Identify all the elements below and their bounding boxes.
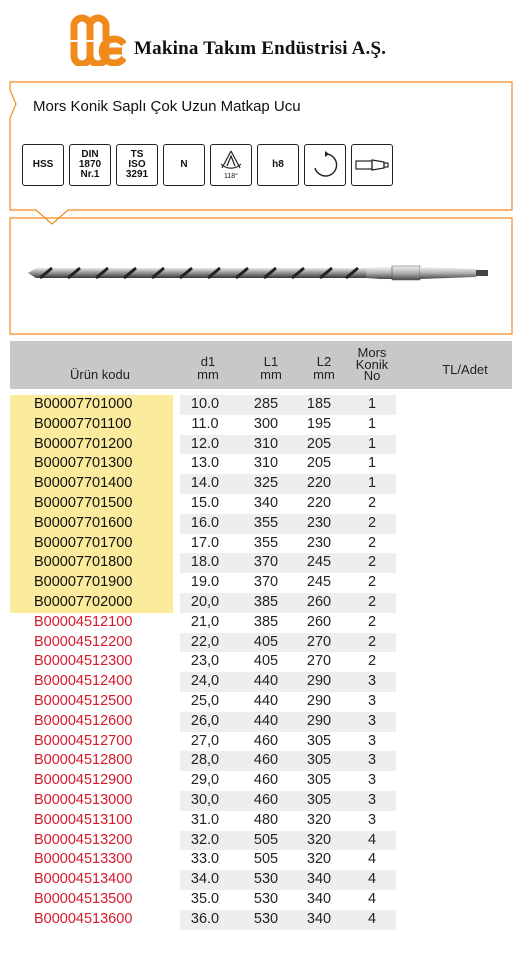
l1-value: 505 (253, 831, 279, 848)
d1-value: 14.0 (190, 475, 220, 492)
table-row (10, 613, 512, 633)
morse-no-value: 2 (367, 633, 377, 650)
table-row (10, 791, 512, 811)
l1-value: 310 (253, 455, 279, 472)
product-title: Mors Konik Saplı Çok Uzun Matkap Ucu (33, 98, 301, 115)
d1-value: 19.0 (190, 574, 220, 591)
l1-value: 285 (253, 396, 279, 412)
l2-value: 290 (306, 712, 332, 729)
l2-value: 230 (306, 514, 332, 531)
row-values (180, 811, 396, 831)
table-row (10, 652, 512, 672)
product-code: B00004512700 (34, 732, 133, 749)
l1-value: 440 (253, 692, 279, 709)
morse-no-value: 1 (367, 455, 377, 472)
l1-value: 530 (253, 871, 279, 888)
l2-value: 340 (306, 871, 332, 888)
row-values (180, 573, 396, 593)
morse-no-value: 4 (367, 851, 377, 868)
product-code: B00007701600 (10, 514, 173, 534)
l1-value: 325 (253, 475, 279, 492)
company-name: Makina Takım Endüstrisi A.Ş. (134, 38, 387, 59)
d1-value: 11.0 (191, 415, 219, 432)
header-product-code: Ürün kodu (70, 367, 130, 382)
row-values (180, 454, 396, 474)
din-standard-icon: DIN 1870 Nr.1 (69, 144, 111, 186)
l2-value: 340 (306, 890, 332, 907)
hss-icon: HSS (22, 144, 64, 186)
morse-no-value: 1 (367, 415, 377, 432)
morse-no-value: 2 (367, 593, 377, 610)
table-row (10, 474, 512, 494)
l2-value: 305 (306, 752, 332, 769)
l2-value: 230 (306, 534, 332, 551)
d1-value: 29,0 (190, 772, 220, 789)
row-values (180, 890, 396, 910)
l2-value: 260 (306, 593, 332, 610)
table-row (10, 494, 512, 514)
l2-value: 270 (306, 633, 332, 650)
d1-value: 36.0 (190, 910, 220, 927)
d1-value: 24,0 (190, 673, 220, 690)
l2-value: 245 (306, 574, 332, 591)
product-code: B00007701800 (10, 553, 173, 573)
l1-value: 405 (253, 653, 279, 670)
n-type-icon: N (163, 144, 205, 186)
row-values (180, 692, 396, 712)
d1-value: 34.0 (190, 871, 220, 888)
taper-shank-icon (351, 144, 393, 186)
l2-value: 220 (306, 475, 332, 492)
product-code: B00004513000 (34, 791, 133, 808)
l1-value: 460 (253, 772, 279, 789)
table-row (10, 514, 512, 534)
product-code: B00007701900 (10, 573, 173, 593)
morse-no-value: 3 (367, 712, 377, 729)
l1-value: 370 (253, 574, 279, 591)
row-values (180, 732, 396, 752)
row-values (180, 553, 396, 573)
product-code: B00007702000 (10, 593, 173, 613)
l1-value: 530 (253, 910, 279, 927)
row-values (180, 751, 396, 771)
product-code: B00004512300 (34, 653, 133, 670)
morse-no-value: 1 (367, 475, 377, 492)
l1-value: 370 (253, 554, 279, 571)
ts-iso-standard-icon: TS ISO 3291 (116, 144, 158, 186)
row-values (180, 831, 396, 851)
product-table-body (10, 395, 512, 930)
table-row (10, 831, 512, 851)
l2-value: 320 (306, 851, 332, 868)
l1-value: 505 (253, 851, 279, 868)
table-row (10, 435, 512, 455)
product-code: B00004512100 (34, 613, 133, 630)
product-code: B00004512900 (34, 772, 133, 789)
point-angle-icon: 118° (210, 144, 252, 186)
l2-value: 270 (306, 653, 332, 670)
table-row (10, 534, 512, 554)
row-values (180, 771, 396, 791)
product-code: B00004513300 (34, 851, 133, 868)
l1-value: 300 (253, 415, 279, 432)
row-values (180, 613, 396, 633)
l1-value: 405 (253, 633, 279, 650)
l1-value: 355 (253, 514, 279, 531)
morse-no-value: 2 (367, 574, 377, 591)
morse-no-value: 3 (367, 732, 377, 749)
header-d1: d1 mm (197, 354, 219, 382)
product-code: B00007701400 (10, 474, 173, 494)
table-row (10, 771, 512, 791)
l1-value: 440 (253, 673, 279, 690)
row-values (180, 712, 396, 732)
row-values (180, 415, 396, 435)
morse-no-value: 2 (367, 554, 377, 571)
row-values (180, 514, 396, 534)
product-code: B00004513400 (34, 871, 133, 888)
product-code: B00007701200 (10, 435, 173, 455)
l2-value: 305 (306, 791, 332, 808)
product-code: B00004513500 (34, 890, 133, 907)
l2-value: 320 (306, 811, 332, 828)
l1-value: 460 (253, 732, 279, 749)
l1-value: 310 (253, 435, 279, 452)
d1-value: 22,0 (190, 633, 220, 650)
row-values (180, 633, 396, 653)
product-code: B00007701700 (10, 534, 173, 554)
product-code: B00004512400 (34, 673, 133, 690)
product-code: B00004512500 (34, 692, 133, 709)
h8-tolerance-icon: h8 (257, 144, 299, 186)
product-code: B00004512200 (34, 633, 133, 650)
l1-value: 355 (253, 534, 279, 551)
product-code: B00004513600 (34, 910, 133, 927)
d1-value: 25,0 (190, 692, 220, 709)
morse-no-value: 3 (367, 752, 377, 769)
l1-value: 440 (253, 712, 279, 729)
morse-no-value: 2 (367, 613, 377, 630)
l2-value: 220 (306, 494, 332, 511)
morse-no-value: 4 (367, 890, 377, 907)
d1-value: 20,0 (190, 593, 220, 610)
table-row (10, 415, 512, 435)
d1-value: 32.0 (190, 831, 220, 848)
l1-value: 460 (253, 791, 279, 808)
d1-value: 15.0 (190, 494, 220, 511)
l2-value: 195 (306, 415, 332, 432)
l1-value: 385 (253, 593, 279, 610)
drill-bit-illustration (28, 258, 490, 288)
morse-no-value: 4 (367, 831, 377, 848)
d1-value: 13.0 (190, 455, 220, 472)
feature-icons (22, 144, 393, 188)
table-row (10, 732, 512, 752)
d1-value: 12.0 (190, 435, 220, 452)
row-values (180, 474, 396, 494)
row-values (180, 672, 396, 692)
l2-value: 290 (306, 673, 332, 690)
d1-value: 30,0 (190, 791, 220, 808)
morse-no-value: 1 (367, 396, 377, 412)
product-code: B00004512600 (34, 712, 133, 729)
morse-no-value: 2 (367, 494, 377, 511)
table-row (10, 692, 512, 712)
l2-value: 205 (306, 455, 332, 472)
morse-no-value: 1 (367, 435, 377, 452)
header-price: TL/Adet (442, 362, 488, 377)
clockwise-rotation-icon (304, 144, 346, 186)
product-code: B00007701100 (10, 415, 173, 435)
d1-value: 23,0 (190, 653, 220, 670)
l1-value: 460 (253, 752, 279, 769)
table-row (10, 910, 512, 930)
product-code: B00004513200 (34, 831, 133, 848)
l1-value: 480 (253, 811, 279, 828)
table-header (10, 341, 512, 389)
morse-no-value: 2 (367, 653, 377, 670)
table-row (10, 573, 512, 593)
table-row (10, 890, 512, 910)
table-row (10, 672, 512, 692)
l1-value: 530 (253, 890, 279, 907)
product-code: B00007701300 (10, 454, 173, 474)
table-row (10, 553, 512, 573)
l2-value: 340 (306, 910, 332, 927)
row-values (180, 910, 396, 930)
morse-no-value: 3 (367, 772, 377, 789)
product-code: B00004512800 (34, 752, 133, 769)
row-values (180, 850, 396, 870)
l2-value: 205 (306, 435, 332, 452)
l2-value: 305 (306, 732, 332, 749)
product-code: B00007701000 (10, 395, 173, 415)
d1-value: 18.0 (190, 554, 220, 571)
l2-value: 245 (306, 554, 332, 571)
table-row (10, 593, 512, 613)
l1-value: 385 (253, 613, 279, 630)
morse-no-value: 4 (367, 910, 377, 927)
d1-value: 27,0 (190, 732, 220, 749)
morse-no-value: 3 (367, 692, 377, 709)
d1-value: 10.0 (190, 396, 220, 412)
table-row (10, 454, 512, 474)
row-values (180, 870, 396, 890)
morse-no-value: 3 (367, 673, 377, 690)
morse-no-value: 3 (367, 811, 377, 828)
table-row (10, 712, 512, 732)
row-values (180, 791, 396, 811)
d1-value: 31.0 (190, 811, 220, 828)
d1-value: 33.0 (190, 851, 220, 868)
l2-value: 185 (306, 396, 332, 412)
morse-no-value: 4 (367, 871, 377, 888)
l1-value: 340 (253, 494, 279, 511)
d1-value: 17.0 (190, 534, 220, 551)
table-row (10, 395, 512, 415)
d1-value: 35.0 (190, 890, 220, 907)
row-values (180, 395, 396, 415)
morse-no-value: 2 (367, 514, 377, 531)
d1-value: 21,0 (190, 613, 220, 630)
row-values (180, 494, 396, 514)
l2-value: 320 (306, 831, 332, 848)
d1-value: 26,0 (190, 712, 220, 729)
row-values (180, 435, 396, 455)
morse-no-value: 3 (367, 791, 377, 808)
l2-value: 260 (306, 613, 332, 630)
d1-value: 16.0 (190, 514, 220, 531)
morse-no-value: 2 (367, 534, 377, 551)
table-row (10, 850, 512, 870)
table-row (10, 811, 512, 831)
row-values (180, 593, 396, 613)
product-code: B00007701500 (10, 494, 173, 514)
table-row (10, 751, 512, 771)
product-code: B00004513100 (34, 811, 133, 828)
header-morse-taper-no: Mors Konik No (355, 345, 389, 383)
row-values (180, 652, 396, 672)
table-row (10, 870, 512, 890)
table-row (10, 633, 512, 653)
row-values (180, 534, 396, 554)
header-l1: L1 mm (260, 354, 282, 382)
l2-value: 305 (306, 772, 332, 789)
header-l2: L2 mm (313, 354, 335, 382)
d1-value: 28,0 (190, 752, 220, 769)
l2-value: 290 (306, 692, 332, 709)
